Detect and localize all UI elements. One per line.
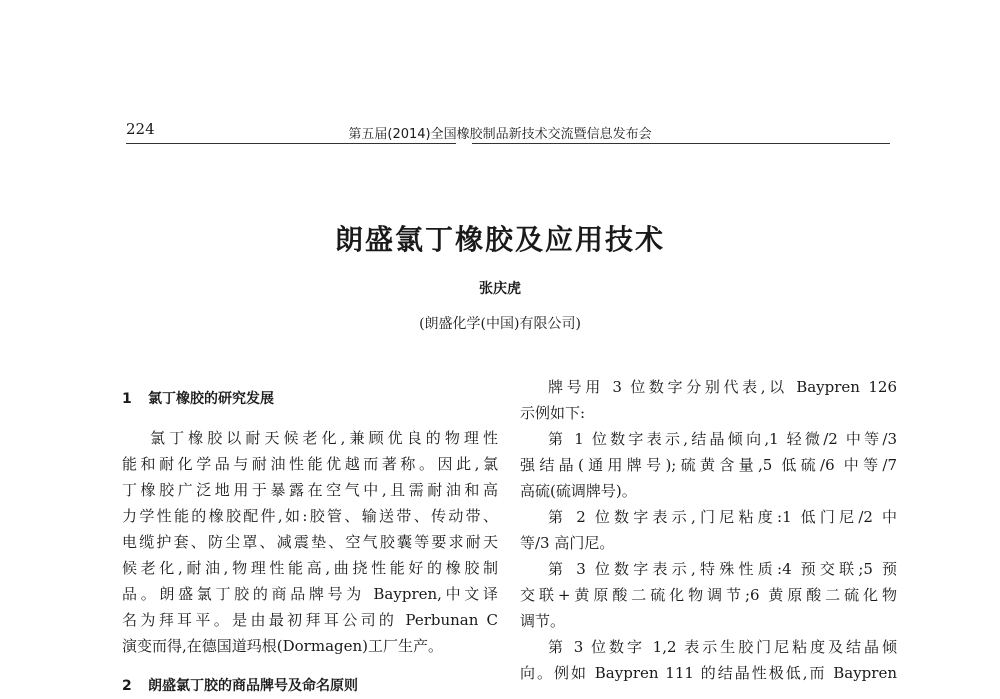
text-line: 第 1 位数字表示,结晶倾向,1 轻微/2 中等/3 xyxy=(548,430,897,448)
section-number: 1 xyxy=(122,391,132,407)
section-heading xyxy=(122,386,274,412)
text-line: 第 2 位数字表示,门尼粘度:1 低门尼/2 中 xyxy=(548,508,897,526)
text-line: 示例如下: xyxy=(520,404,586,422)
text-line: 力学性能的橡胶配件,如:胶管、输送带、传动带、 xyxy=(122,507,498,525)
text-line: 品。朗盛氯丁胶的商品牌号为 Baypren,中文译 xyxy=(122,585,498,603)
text-line: 电缆护套、防尘罩、减震垫、空气胶囊等要求耐天 xyxy=(122,533,498,551)
text-line: 第 3 位数字 1,2 表示生胶门尼粘度及结晶倾 xyxy=(548,638,897,656)
article-title: 朗盛氯丁橡胶及应用技术 xyxy=(334,223,665,256)
text-line: 交联+黄原酸二硫化物调节;6 黄原酸二硫化物 xyxy=(520,586,897,604)
text-line: 等/3 高门尼。 xyxy=(520,534,615,552)
text-line: 高硫(硫调牌号)。 xyxy=(520,482,637,500)
text-line: 丁橡胶广泛地用于暴露在空气中,且需耐油和高 xyxy=(122,481,498,499)
text-line: 名为拜耳平。是由最初拜耳公司的 Perbunan C xyxy=(122,611,498,629)
text-line: 向。例如 Baypren 111 的结晶性极低,而 Baypren xyxy=(520,664,897,682)
page-number: 224 xyxy=(126,120,155,138)
text-line: 演变而得,在德国道玛根(Dormagen)工厂生产。 xyxy=(122,637,444,655)
header-rule-right xyxy=(472,143,890,144)
article-author: 张庆虎 xyxy=(479,281,521,297)
section-number: 2 xyxy=(122,678,132,694)
text-line: 候老化,耐油,物理性能高,曲挠性能好的橡胶制 xyxy=(122,559,498,577)
section-title: 氯丁橡胶的研究发展 xyxy=(148,391,274,407)
section-heading xyxy=(122,673,358,699)
text-line: 氯丁橡胶以耐天候老化,兼顾优良的物理性 xyxy=(150,429,498,447)
text-line: 调节。 xyxy=(520,612,566,630)
running-header: 第五届(2014)全国橡胶制品新技术交流暨信息发布会 xyxy=(348,127,652,142)
text-line: 第 3 位数字表示,特殊性质:4 预交联;5 预 xyxy=(548,560,897,578)
text-line: 强结晶(通用牌号);硫黄含量,5 低硫/6 中等/7 xyxy=(520,456,897,474)
text-line: 能和耐化学品与耐油性能优越而著称。因此,氯 xyxy=(122,455,498,473)
text-line: 牌号用 3 位数字分别代表,以 Baypren 126 xyxy=(548,378,897,396)
section-title: 朗盛氯丁胶的商品牌号及命名原则 xyxy=(148,678,358,694)
header-rule-left xyxy=(126,143,456,144)
article-affiliation: (朗盛化学(中国)有限公司) xyxy=(419,316,581,332)
